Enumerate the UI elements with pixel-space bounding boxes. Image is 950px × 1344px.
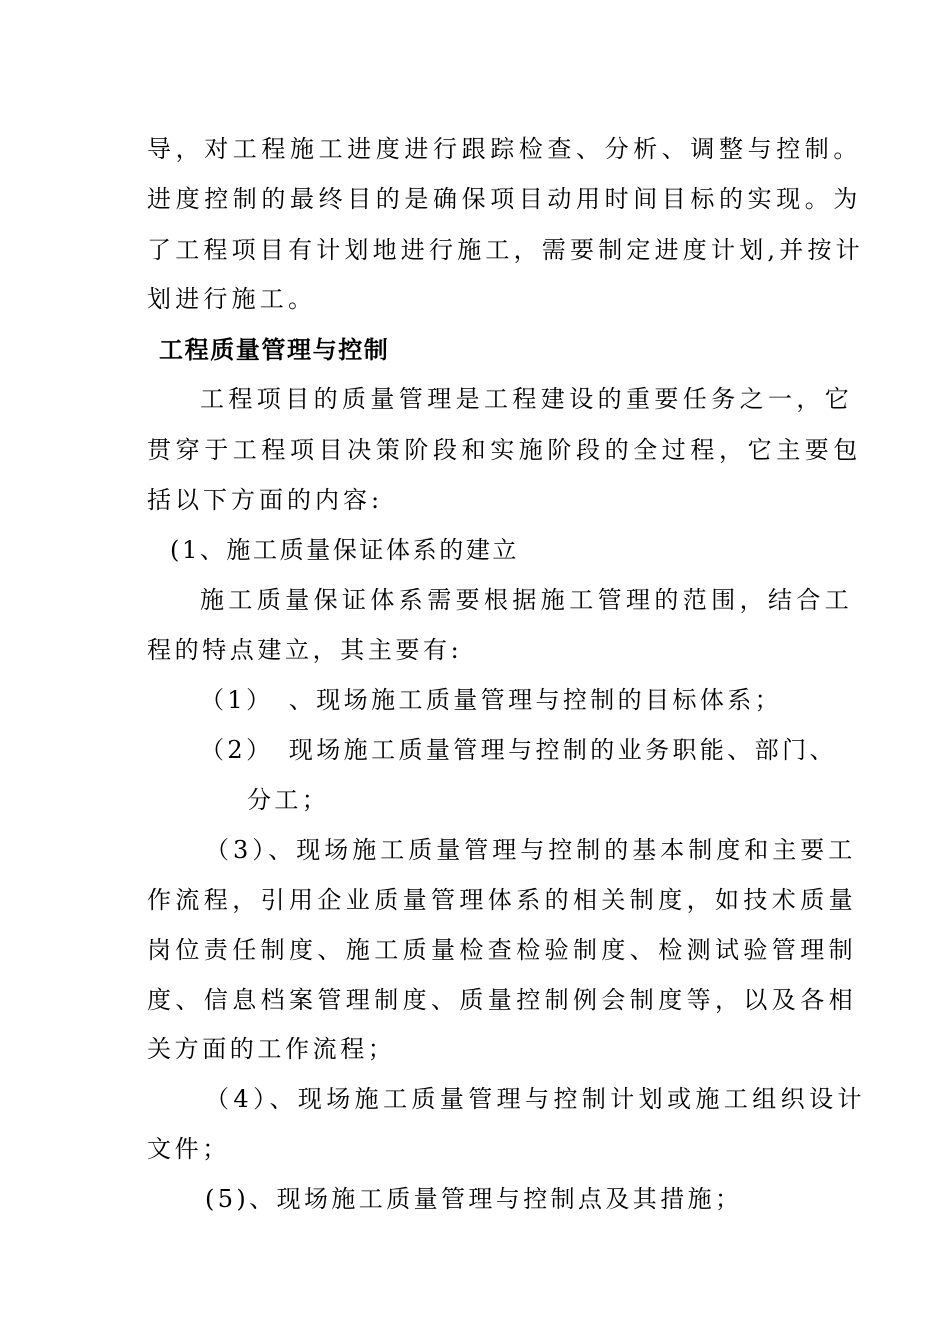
- intro-paragraph-line-1: 工程项目的质量管理是工程建设的重要任务之一，它: [200, 385, 854, 413]
- schedule-paragraph-line-2: 进度控制的最终目的是确保项目动用时间目标的实现。为: [147, 185, 862, 213]
- list-item-4-line-2: 文件；: [147, 1135, 230, 1163]
- list-item-2-line-2: 分工；: [247, 786, 330, 814]
- list-item-5: (5)、现场施工质量管理与控制点及其措施；: [205, 1185, 743, 1213]
- intro-paragraph-line-2: 贯穿于工程项目决策阶段和实施阶段的全过程，它主要包: [147, 436, 862, 464]
- system-paragraph-line-2: 程的特点建立，其主要有:: [147, 636, 463, 664]
- schedule-paragraph-line-4: 划进行施工。: [147, 285, 317, 313]
- intro-paragraph-line-3: 括以下方面的内容:: [147, 486, 384, 514]
- list-item-3-line-2: 作流程，引用企业质量管理体系的相关制度，如技术质量: [147, 886, 857, 914]
- system-paragraph-line-1: 施工质量保证体系需要根据施工管理的范围，结合工: [200, 586, 854, 614]
- section-heading: 工程质量管理与控制: [159, 335, 390, 364]
- list-item-3-line-1: （3）、现场施工质量管理与控制的基本制度和主要工: [205, 836, 857, 864]
- list-item-4-line-1: （4）、现场施工质量管理与控制计划或施工组织设计: [205, 1085, 866, 1113]
- list-item-2-line-1: （2） 现场施工质量管理与控制的业务职能、部门、: [200, 736, 837, 764]
- list-item-1: （1） 、现场施工质量管理与控制的目标体系；: [200, 686, 783, 714]
- schedule-paragraph-line-1: 导，对工程施工进度进行跟踪检查、分析、调整与控制。: [147, 135, 862, 163]
- list-item-3-line-4: 度、信息档案管理制度、质量控制例会制度等，以及各相: [147, 986, 857, 1014]
- schedule-paragraph-line-3: 了工程项目有计划地进行施工，需要制定进度计划,并按计: [147, 236, 864, 264]
- subsection-heading: (1、施工质量保证体系的建立: [170, 536, 520, 564]
- list-item-3-line-5: 关方面的工作流程；: [147, 1035, 396, 1063]
- list-item-3-line-3: 岗位责任制度、施工质量检查检验制度、检测试验管理制: [147, 936, 857, 964]
